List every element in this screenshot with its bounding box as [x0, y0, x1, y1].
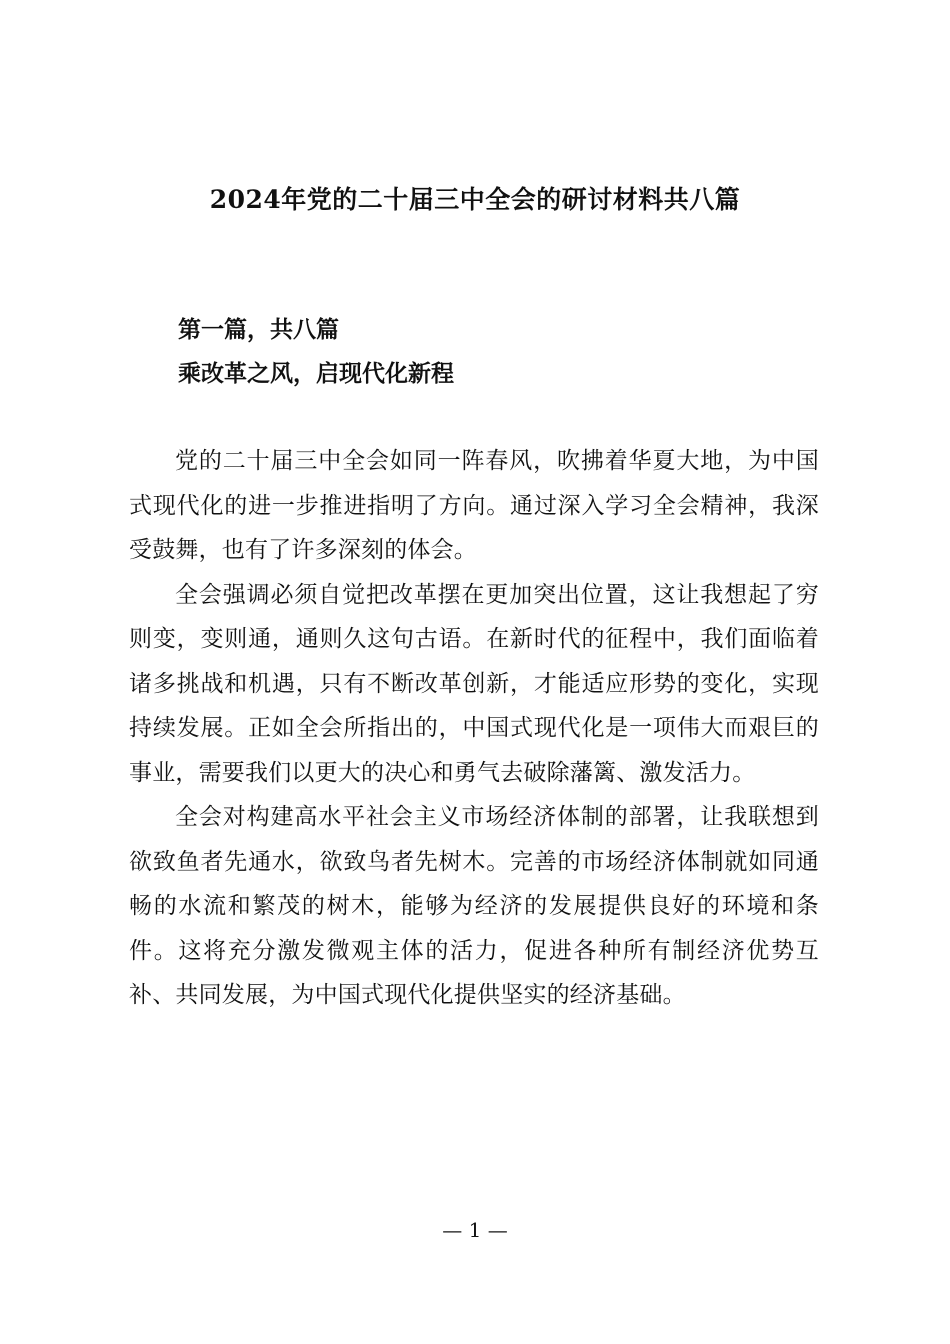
body-paragraph: 全会对构建高水平社会主义市场经济体制的部署，让我联想到欲致鱼者先通水，欲致鸟者先树木。完善的市场经济体制就如同通畅的水流和繁茂的树木，能够为经济的发展提供良好的环境和条件。这将充分激发微观主体的活力，促进各种所有制经济优势互补、共同发展，为中国式现代化提供坚实的经济基础。	[129, 804, 819, 1008]
document-body	[129, 439, 819, 1018]
body-paragraph: 全会强调必须自觉把改革摆在更加突出位置，这让我想起了穷则变，变则通，通则久这句古语。在新时代的征程中，我们面临着诸多挑战和机遇，只有不断改革创新，才能适应形势的变化，实现持续发展。正如全会所指出的，中国式现代化是一项伟大而艰巨的事业，需要我们以更大的决心和勇气去破除藩篱、激发活力。	[129, 581, 819, 786]
page-number: — 1 —	[442, 1218, 508, 1242]
document-title: 2024年党的二十届三中全会的研讨材料共八篇	[209, 185, 741, 214]
section-subtitle: 乘改革之风，启现代化新程	[178, 360, 454, 387]
body-paragraph: 党的二十届三中全会如同一阵春风，吹拂着华夏大地，为中国式现代化的进一步推进指明了方向。通过深入学习全会精神，我深受鼓舞，也有了许多深刻的体会。	[129, 448, 819, 563]
part-heading: 第一篇，共八篇	[178, 316, 339, 343]
